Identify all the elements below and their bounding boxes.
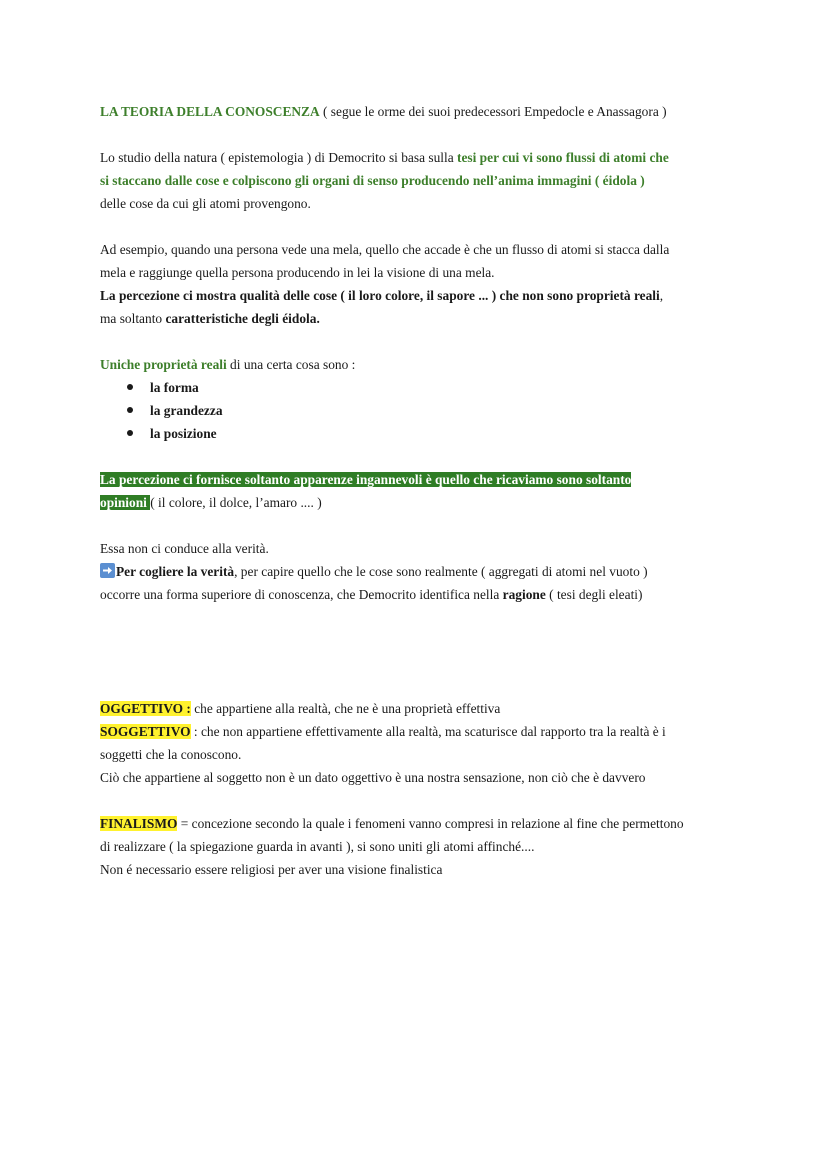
highlight-text: si staccano dalle cose e colpiscono gli organi di senso producendo nell’anima immagini ( éidola ) — [100, 173, 645, 188]
properties-list — [100, 376, 740, 445]
text-span: ( tesi degli eleati) — [545, 587, 643, 602]
text-span: : che non appartiene effettivamente alla realtà, ma scaturisce dal rapporto tra la realtà è i — [190, 724, 666, 739]
term-oggettivo: OGGETTIVO : — [100, 701, 191, 716]
text-span: , — [659, 288, 664, 303]
list-item — [100, 399, 740, 422]
text-span: mela e raggiunge quella persona producendo in lei la visione di una mela. — [100, 265, 495, 280]
page-subtitle: ( segue le orme dei suoi predecessori Empedocle e Anassagora ) — [319, 104, 667, 119]
highlight-text: tesi per cui vi sono flussi di atomi che — [457, 150, 669, 165]
list-item-label: la posizione — [150, 426, 217, 441]
term-soggettivo: SOGGETTIVO — [100, 724, 191, 739]
title-block — [100, 100, 740, 123]
text-span: Non é necessario essere religiosi per aver una visione finalistica — [100, 862, 443, 877]
bold-text: ragione — [502, 587, 546, 602]
text-span: Lo studio della natura ( epistemologia ) di Democrito si basa sulla — [100, 150, 457, 165]
highlighted-text: La percezione ci fornisce soltanto apparenze ingannevoli è quello che ricaviamo sono soltanto — [100, 472, 632, 487]
text-span: Ciò che appartiene al soggetto non è un dato oggettivo è una nostra sensazione, non ciò che è davvero — [100, 770, 646, 785]
text-span: di realizzare ( la spiegazione guarda in avanti ), si sono uniti gli atomi affinché.... — [100, 839, 535, 854]
paragraph-epistemologia — [100, 146, 740, 215]
bullet-icon — [127, 384, 133, 390]
text-span: Essa non ci conduce alla verità. — [100, 541, 269, 556]
list-item-label: la grandezza — [150, 403, 223, 418]
text-span: delle cose da cui gli atomi provengono. — [100, 196, 311, 211]
term-finalismo: FINALISMO — [100, 816, 178, 831]
text-span: che appartiene alla realtà, che ne è una proprietà effettiva — [190, 701, 501, 716]
text-span: occorre una forma superiore di conoscenza, che Democrito identifica nella — [100, 587, 503, 602]
paragraph-example — [100, 238, 740, 330]
bold-text: La percezione ci mostra qualità delle cose ( il loro colore, il sapore ... ) che non sono proprietà reali — [100, 288, 660, 303]
highlight-statement — [100, 468, 740, 514]
page-title: LA TEORIA DELLA CONOSCENZA — [100, 104, 320, 119]
definitions-section — [100, 697, 740, 789]
text-span: soggetti che la conoscono. — [100, 747, 242, 762]
real-properties-section — [100, 353, 740, 445]
bullet-icon — [127, 430, 133, 436]
bold-text: Per cogliere la verità — [116, 564, 235, 579]
list-item-label: la forma — [150, 380, 199, 395]
bold-text: caratteristiche degli éidola. — [165, 311, 320, 326]
text-span: ( il colore, il dolce, l’amaro .... ) — [150, 495, 322, 510]
text-span: di una certa cosa sono : — [226, 357, 356, 372]
bullet-icon — [127, 407, 133, 413]
finalismo-section — [100, 812, 740, 881]
text-span: = concezione secondo la quale i fenomeni vanno compresi in relazione al fine che permettono — [177, 816, 684, 831]
list-item — [100, 376, 740, 399]
text-span: , per capire quello che le cose sono realmente ( aggregati di atomi nel vuoto ) — [234, 564, 648, 579]
text-span: Ad esempio, quando una persona vede una mela, quello che accade è che un flusso di atomi si stacca dalla — [100, 242, 670, 257]
right-arrow-icon — [100, 563, 115, 578]
list-item — [100, 422, 740, 445]
paragraph-truth — [100, 537, 740, 606]
highlighted-text: opinioni — [100, 495, 151, 510]
text-span: ma soltanto — [100, 311, 166, 326]
highlight-text: Uniche proprietà reali — [100, 357, 227, 372]
